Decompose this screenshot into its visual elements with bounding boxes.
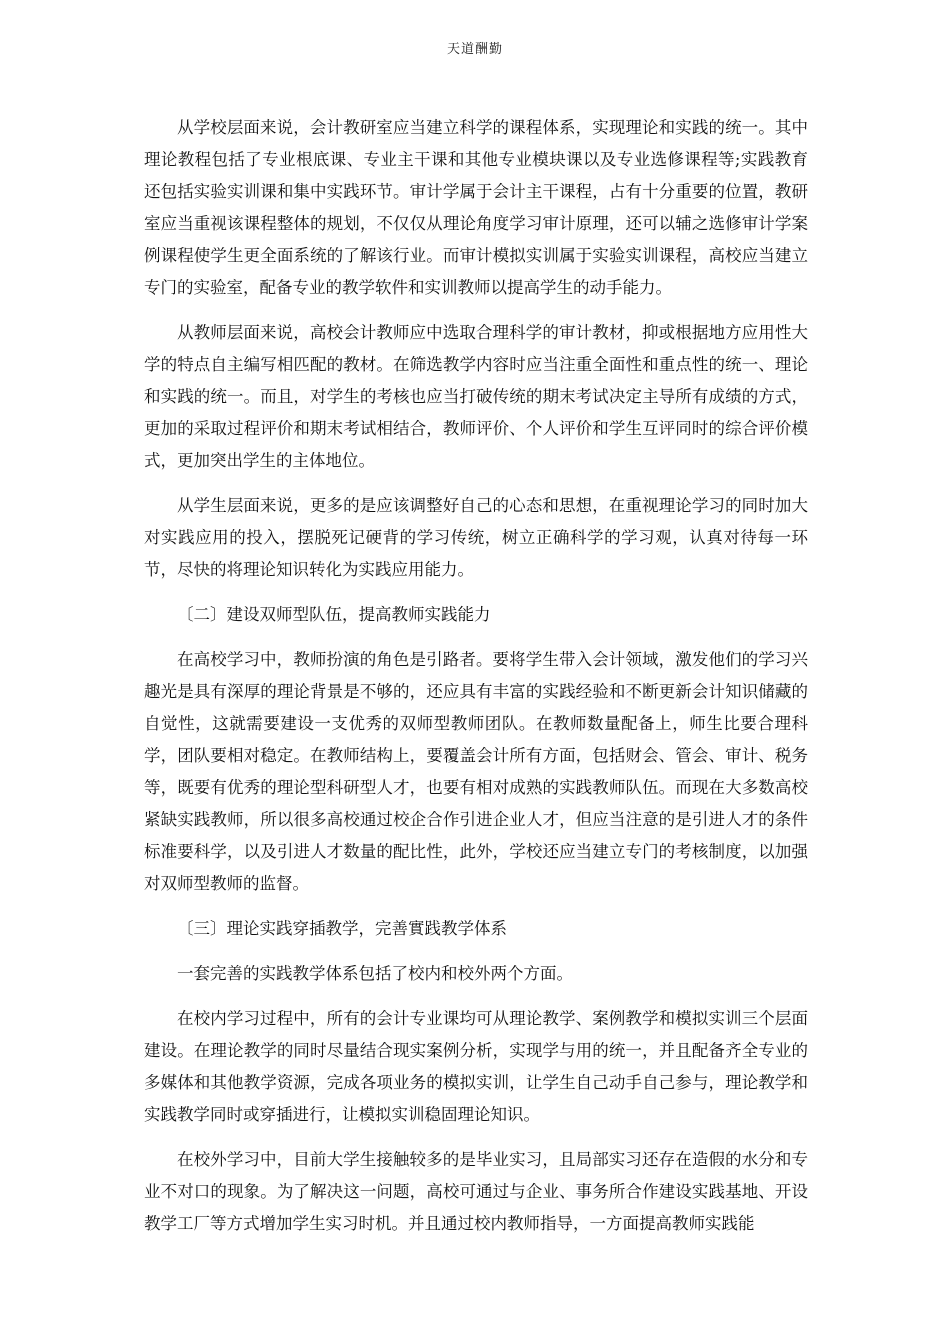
paragraph-practice-system: 一套完善的实践教学体系包括了校内和校外两个方面。 <box>177 964 573 983</box>
paragraph-teacher-level: 从教师层面来说，高校会计教师应中选取合理科学的审计教材，抑或根据地方应用性大学的特点自主编写相匹配的教材。在筛选教学内容时应当注重全面性和重点性的统一、理论和实践的统一。而且，对学生的考核也应当打破传统的期末考试决定主导所有成绩的方式，更加的采取过程评价和期末考试相结合，教师评价、个人评价和学生互评同时的综合评价模式，更加突出学生的主体地位。 <box>144 323 808 470</box>
section-heading-2: 〔二〕建设双师型队伍，提高教师实践能力 <box>177 605 491 624</box>
section-heading-3: 〔三〕理论实践穿插教学，完善實践教学体系 <box>177 919 507 938</box>
page-header: 天道酬勤 <box>446 42 503 57</box>
paragraph-on-campus: 在校内学习过程中，所有的会计专业课均可从理论教学、案例教学和模拟实训三个层面建设。在理论教学的同时尽量结合现实案例分析，实现学与用的统一，并且配备齐全专业的多媒体和其他教学资源，完成各项业务的模拟实训，让学生自己动手自己参与，理论教学和实践教学同时或穿插进行，让模拟实训稳固理论知识。 <box>144 1009 808 1124</box>
paragraph-dual-teacher-team: 在高校学习中，教师扮演的角色是引路者。要将学生带入会计领域，激发他们的学习兴趣光是具有深厚的理论背景是不够的，还应具有丰富的实践经验和不断更新会计知识储藏的自觉性，这就需要建设一支优秀的双师型教师团队。在教师数量配备上，师生比要合理科学，团队要相对稳定。在教师结构上，要覆盖会计所有方面，包括财会、管会、审计、税务等，既要有优秀的理论型科研型人才，也要有相对成熟的实践教师队伍。而现在大多数高校紧缺实践教师，所以很多高校通过校企合作引进企业人才，但应当注意的是引进人才的条件标准要科学，以及引进人才数量的配比性，此外，学校还应当建立专门的考核制度，以加强对双师型教师的监督。 <box>144 650 808 893</box>
paragraph-school-level: 从学校层面来说，会计教研室应当建立科学的课程体系，实现理论和实践的统一。其中理论教程包括了专业根底课、专业主干课和其他专业模块课以及专业选修课程等;实践教育还包括实验实训课和集中实践环节。审计学属于会计主干课程，占有十分重要的位置，教研室应当重视该课程整体的规划，不仅仅从理论角度学习审计原理，还可以辅之选修审计学案例课程使学生更全面系统的了解该行业。而审计模拟实训属于实验实训课程，高校应当建立专门的实验室，配备专业的教学软件和实训教师以提高学生的动手能力。 <box>144 118 808 297</box>
document-body <box>144 112 808 1253</box>
paragraph-student-level: 从学生层面来说，更多的是应该调整好自己的心态和思想，在重视理论学习的同时加大对实践应用的投入，摆脱死记硬背的学习传统，树立正确科学的学习观，认真对待每一环节，尽快的将理论知识转化为实践应用能力。 <box>144 496 808 579</box>
paragraph-off-campus: 在校外学习中，目前大学生接触较多的是毕业实习，且局部实习还存在造假的水分和专业不对口的现象。为了解决这一问题，高校可通过与企业、事务所合作建设实践基地、开设教学工厂等方式增加学生实习时机。并且通过校内教师指导，一方面提高教师实践能 <box>144 1150 808 1233</box>
